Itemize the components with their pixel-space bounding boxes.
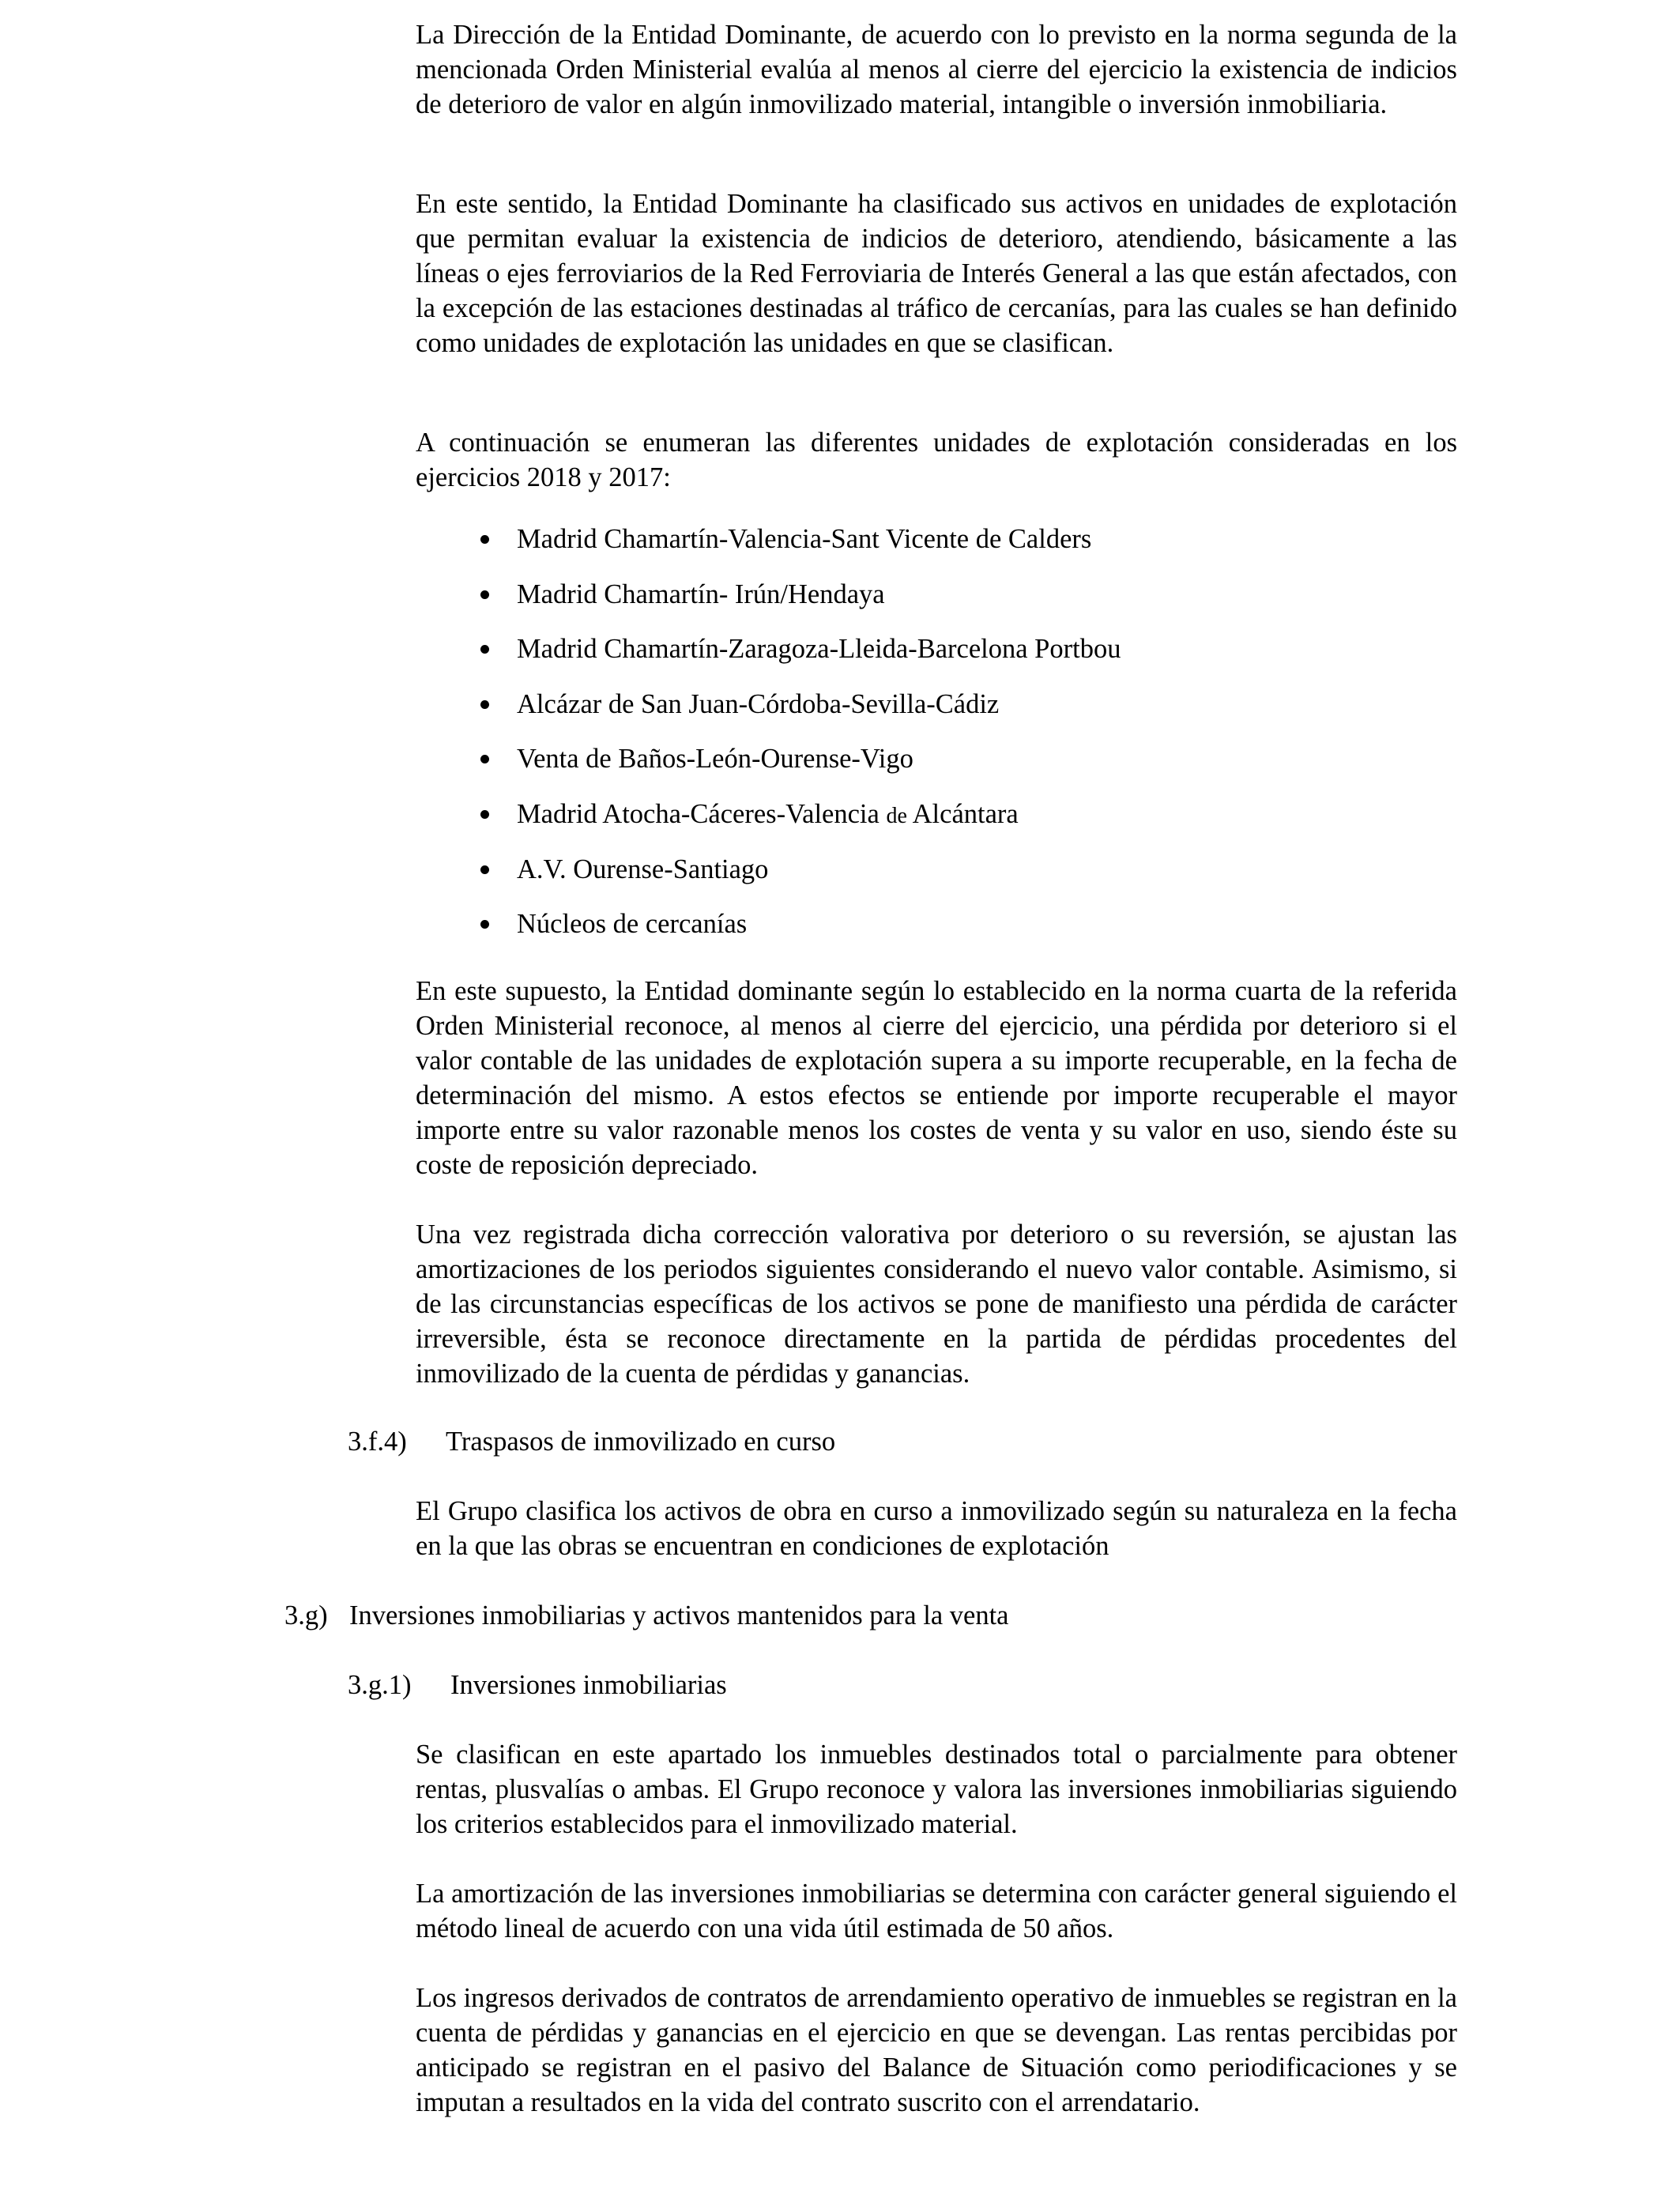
paragraph-amortizacion: La amortización de las inversiones inmobiliarias se determina con carácter general siguiendo el método lineal de acuerdo con una vida útil estimada de 50 años.	[416, 1879, 1457, 1943]
list-item	[416, 852, 1457, 907]
list-item-label: A.V. Ourense-Santiago	[517, 854, 769, 884]
paragraph-obra-en-curso: El Grupo clasifica los activos de obra en curso a inmovilizado según su naturaleza en la fecha en la que las obras se encuentran en condiciones de explotación	[416, 1496, 1457, 1561]
paragraph-correccion-valorativa: Una vez registrada dicha corrección valorativa por deterioro o su reversión, se ajustan las amortizaciones de los periodos siguientes considerando el nuevo valor contable. Asimismo, si de las circunstancias específicas de los activos se pone de manifiesto una pérdida de carácter irreversible, ésta se reconoce directamente en la partida de pérdidas procedentes del inmovilizado de la cuenta de pérdidas y ganancias.	[416, 1220, 1457, 1389]
section-number: 3.g)	[284, 1600, 328, 1630]
list-item-label: Madrid Chamartín- Irún/Hendaya	[517, 579, 885, 609]
list-item	[416, 741, 1457, 797]
bullet-icon	[480, 645, 489, 654]
list-item	[416, 631, 1457, 687]
paragraph-unidades-explotacion: En este sentido, la Entidad Dominante ha clasificado sus activos en unidades de explotación que permitan evaluar la existencia de indicios de deterioro, atendiendo, básicamente a las líneas o ejes ferroviarios de la Red Ferroviaria de Interés General a las que están afectados, con la excepción de las estaciones destinadas al tráfico de cercanías, para las cuales se han definido como unidades de explotación las unidades en que se clasifican.	[416, 189, 1457, 358]
paragraph-perdida-deterioro: En este supuesto, la Entidad dominante según lo establecido en la norma cuarta de la referida Orden Ministerial reconoce, al menos al cierre del ejercicio, una pérdida por deterioro si el valor contable de las unidades de explotación supera a su importe recuperable, en la fecha de determinación del mismo. A estos efectos se entiende por importe recuperable el mayor importe entre su valor razonable menos los costes de venta y su valor en uso, siendo éste su coste de reposición depreciado.	[416, 976, 1457, 1180]
section-heading-3g	[284, 1598, 1008, 1633]
list-item-label: Madrid Chamartín-Zaragoza-Lleida-Barcelona Portbou	[517, 634, 1121, 665]
bullet-icon	[480, 865, 489, 874]
list-item	[416, 522, 1457, 577]
section-number: 3.g.1)	[348, 1670, 412, 1700]
list-item-label-small: de	[886, 803, 907, 828]
unidades-explotacion-list	[416, 522, 1457, 962]
list-item-label-suffix: Alcántara	[912, 798, 1019, 829]
bullet-icon	[480, 810, 489, 819]
paragraph-enumeracion-intro: A continuación se enumeran las diferentes unidades de explotación consideradas en los ejercicios 2018 y 2017:	[416, 428, 1457, 492]
bullet-icon	[480, 590, 489, 599]
section-title: Inversiones inmobiliarias y activos mantenidos para la venta	[349, 1600, 1009, 1630]
bullet-icon	[480, 755, 489, 763]
list-item-label: Venta de Baños-León-Ourense-Vigo	[517, 744, 913, 775]
section-heading-3g1	[348, 1668, 727, 1702]
paragraph-deterioro-evaluacion: La Dirección de la Entidad Dominante, de acuerdo con lo previsto en la norma segunda de la mencionada Orden Ministerial evalúa al menos al cierre del ejercicio la existencia de indicios de deterioro de valor en algún inmovilizado material, intangible o inversión inmobiliaria.	[416, 20, 1457, 119]
paragraph-ingresos-arrendamiento: Los ingresos derivados de contratos de arrendamiento operativo de inmuebles se registran en la cuenta de pérdidas y ganancias en el ejercicio en que se devengan. Las rentas percibidas por anticipado se registran en el pasivo del Balance de Situación como periodificaciones y se imputan a resultados en la vida del contrato suscrito con el arrendatario.	[416, 1983, 1457, 2117]
list-item	[416, 577, 1457, 632]
list-item-label: Madrid Atocha-Cáceres-Valencia	[517, 798, 880, 829]
list-item-label: Núcleos de cercanías	[517, 909, 748, 940]
list-item-label: Alcázar de San Juan-Córdoba-Sevilla-Cádiz	[517, 688, 1000, 719]
bullet-icon	[480, 700, 489, 709]
paragraph-inversiones-clasificacion: Se clasifican en este apartado los inmuebles destinados total o parcialmente para obtener rentas, plusvalías o ambas. El Grupo reconoce y valora las inversiones inmobiliarias siguiendo los criterios establecidos para el inmovilizado material.	[416, 1740, 1457, 1839]
section-title: Traspasos de inmovilizado en curso	[446, 1427, 836, 1457]
section-heading-3f4	[348, 1424, 835, 1459]
list-item	[416, 687, 1457, 742]
list-item	[416, 797, 1457, 852]
list-item-label: Madrid Chamartín-Valencia-Sant Vicente de Calders	[517, 524, 1092, 554]
section-number: 3.f.4)	[348, 1427, 407, 1457]
list-item	[416, 907, 1457, 962]
bullet-icon	[480, 535, 489, 544]
bullet-icon	[480, 920, 489, 929]
section-title: Inversiones inmobiliarias	[450, 1670, 727, 1700]
